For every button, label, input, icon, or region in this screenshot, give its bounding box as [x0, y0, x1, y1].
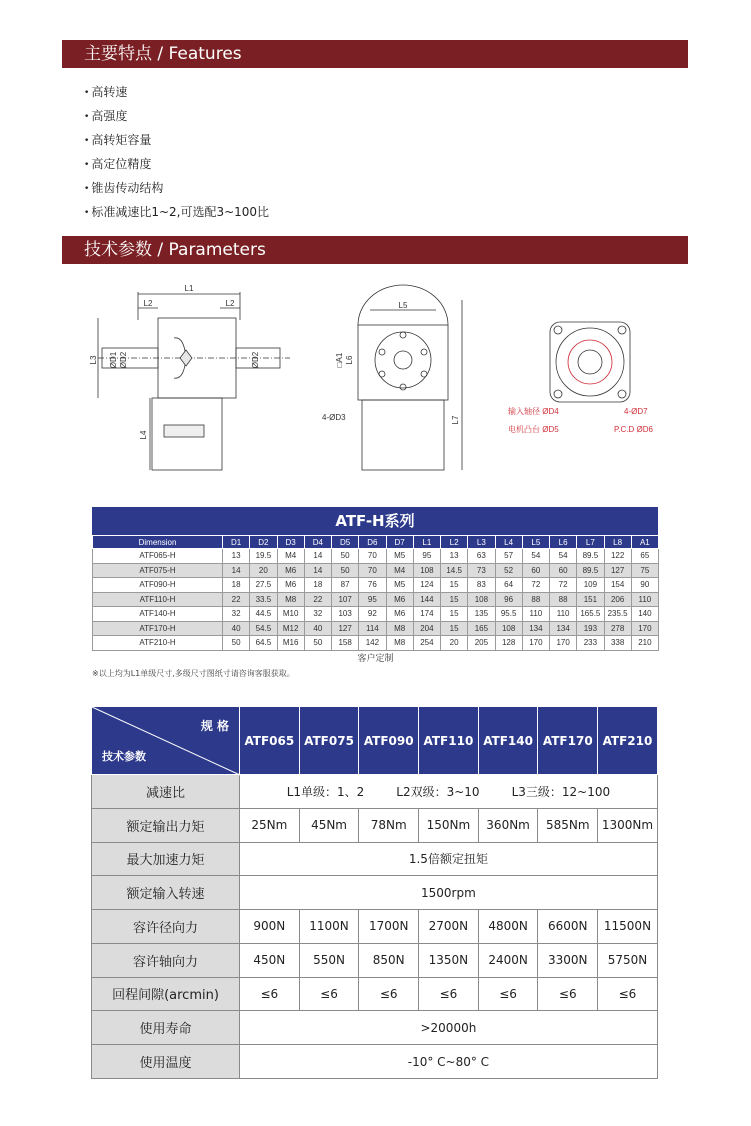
dimension-value-cell: 278	[604, 621, 631, 636]
ratio-stage: L3三级：12~100	[511, 784, 611, 799]
dimension-model-cell: ATF090-H	[93, 578, 223, 593]
tech-merged-cell: 1500rpm	[240, 876, 658, 910]
dim-A1: □A1	[335, 352, 344, 368]
dimension-value-cell: 95	[413, 549, 440, 564]
dimension-value-cell: 165.5	[577, 607, 604, 622]
dimension-value-cell: 15	[441, 578, 468, 593]
dimension-value-cell: M4	[277, 549, 304, 564]
tech-row	[92, 1011, 658, 1045]
dimension-body	[93, 549, 659, 664]
tech-value-cell: 25Nm	[240, 808, 300, 842]
dimension-value-cell: 338	[604, 636, 631, 651]
dimension-value-cell: 108	[413, 563, 440, 578]
dimension-table-block	[92, 507, 658, 664]
tech-merged-cell: >20000h	[240, 1011, 658, 1045]
tech-merged-cell: -10° C~80° C	[240, 1045, 658, 1079]
dimension-value-cell: 75	[631, 563, 658, 578]
tech-row-label: 额定输出力矩	[92, 808, 240, 842]
dim-L7: L7	[451, 415, 460, 425]
model-header: ATF075	[299, 707, 359, 775]
dimension-value-cell: 19.5	[250, 549, 277, 564]
tech-row-label: 使用寿命	[92, 1011, 240, 1045]
tech-value-cell: 1700N	[359, 910, 419, 944]
dimension-column-header: L7	[577, 536, 604, 549]
dimension-value-cell: 88	[550, 592, 577, 607]
dimension-value-cell: 170	[631, 621, 658, 636]
dimension-value-cell: 254	[413, 636, 440, 651]
tech-value-cell: 1350N	[419, 943, 479, 977]
dim-L3: L3	[89, 355, 98, 365]
tech-value-cell: ≤6	[240, 977, 300, 1011]
dimension-column-header: D7	[386, 536, 413, 549]
dimension-value-cell: 151	[577, 592, 604, 607]
dim-D4: 输入轴径 ØD4	[508, 407, 559, 416]
dimension-value-cell: 63	[468, 549, 495, 564]
dim-L2-left: L2	[143, 299, 153, 308]
dimension-value-cell: M6	[277, 563, 304, 578]
dimension-value-cell: 13	[223, 549, 250, 564]
dimension-column-header: D4	[304, 536, 331, 549]
dimension-value-cell: M6	[386, 592, 413, 607]
dimension-value-cell: 15	[441, 607, 468, 622]
dimension-value-cell: M5	[386, 578, 413, 593]
dimension-value-cell: 134	[522, 621, 549, 636]
tech-row	[92, 910, 658, 944]
tech-value-cell: ≤6	[538, 977, 598, 1011]
ratio-cell	[240, 775, 658, 809]
dimension-column-header: L6	[550, 536, 577, 549]
dimension-model-cell: ATF075-H	[93, 563, 223, 578]
dimension-value-cell: 76	[359, 578, 386, 593]
dimension-value-cell: 40	[223, 621, 250, 636]
dimension-value-cell: 22	[223, 592, 250, 607]
dimension-value-cell: 70	[359, 563, 386, 578]
dimension-header-row	[93, 536, 659, 549]
dimension-model-cell: ATF140-H	[93, 607, 223, 622]
dimension-value-cell: 96	[495, 592, 522, 607]
dimension-model-cell: ATF065-H	[93, 549, 223, 564]
corner-spec-label: 规 格	[200, 719, 229, 733]
dimension-value-cell: 103	[332, 607, 359, 622]
dim-D5: 电机凸台 ØD5	[508, 425, 559, 434]
dimension-value-cell: 64.5	[250, 636, 277, 651]
dimension-value-cell: 107	[332, 592, 359, 607]
dimension-column-header: L4	[495, 536, 522, 549]
dim-L2-right: L2	[225, 299, 235, 308]
dim-L1: L1	[184, 284, 194, 293]
feature-item: • 高定位精度	[84, 156, 269, 180]
dimension-value-cell: 22	[304, 592, 331, 607]
tech-row-label: 容许轴向力	[92, 943, 240, 977]
dimension-value-cell: 128	[495, 636, 522, 651]
dimension-value-cell: 18	[223, 578, 250, 593]
dimension-column-header: D2	[250, 536, 277, 549]
dimension-column-header: L1	[413, 536, 440, 549]
custom-note: 客户定制	[357, 652, 394, 663]
tech-row-label: 回程间隙(arcmin)	[92, 977, 240, 1011]
dim-D6: P.C.D ØD6	[614, 425, 653, 434]
dimension-value-cell: 87	[332, 578, 359, 593]
feature-item: • 高强度	[84, 108, 269, 132]
params-section-title: 技术参数 / Parameters	[84, 240, 266, 260]
tech-value-cell: ≤6	[478, 977, 538, 1011]
custom-note-row	[93, 650, 659, 664]
dimension-value-cell: 40	[304, 621, 331, 636]
dimension-value-cell: 110	[631, 592, 658, 607]
dimension-value-cell: 158	[332, 636, 359, 651]
dimension-value-cell: 127	[332, 621, 359, 636]
dimension-row	[93, 607, 659, 622]
dim-L6: L6	[345, 355, 354, 365]
dimension-model-cell: ATF170-H	[93, 621, 223, 636]
dimension-value-cell: 20	[250, 563, 277, 578]
dimension-value-cell: 32	[223, 607, 250, 622]
dimension-value-cell: 65	[631, 549, 658, 564]
tech-params-table	[91, 706, 658, 1079]
dimension-value-cell: 73	[468, 563, 495, 578]
dimension-row	[93, 578, 659, 593]
tech-value-cell: 550N	[299, 943, 359, 977]
dimension-row	[93, 549, 659, 564]
corner-param-label: 技术参数	[102, 750, 146, 763]
dimension-value-cell: M6	[386, 607, 413, 622]
tech-value-cell: 1300Nm	[598, 808, 658, 842]
tech-value-cell: 78Nm	[359, 808, 419, 842]
dimension-value-cell: 32	[304, 607, 331, 622]
tech-row	[92, 808, 658, 842]
dimension-model-cell: ATF210-H	[93, 636, 223, 651]
dimension-table-title: ATF-H系列	[92, 507, 658, 535]
tech-value-cell: 585Nm	[538, 808, 598, 842]
dimension-value-cell: 95.5	[495, 607, 522, 622]
dimension-value-cell: 70	[359, 549, 386, 564]
dimension-row	[93, 636, 659, 651]
dimension-value-cell: 44.5	[250, 607, 277, 622]
dimension-value-cell: M16	[277, 636, 304, 651]
ratio-stage: L2双级：3~10	[396, 784, 480, 799]
dimension-value-cell: M6	[277, 578, 304, 593]
dim-L5: L5	[398, 301, 408, 310]
dimension-value-cell: M4	[386, 563, 413, 578]
feature-item: • 高转速	[84, 84, 269, 108]
dimension-model-cell: ATF110-H	[93, 592, 223, 607]
tech-row	[92, 842, 658, 876]
dimension-value-cell: 170	[522, 636, 549, 651]
tech-value-cell: 6600N	[538, 910, 598, 944]
dimension-value-cell: M8	[386, 636, 413, 651]
dimension-footnote: ※以上均为L1单级尺寸,多级尺寸图纸寸请咨询客服获取。	[92, 669, 295, 678]
dimension-column-header: D1	[223, 536, 250, 549]
dimension-value-cell: 88	[522, 592, 549, 607]
dimension-value-cell: 233	[577, 636, 604, 651]
tech-value-cell: 5750N	[598, 943, 658, 977]
model-header: ATF170	[538, 707, 598, 775]
dimension-row	[93, 563, 659, 578]
dim-L4: L4	[139, 430, 148, 440]
dimension-value-cell: 140	[631, 607, 658, 622]
dimension-value-cell: 127	[604, 563, 631, 578]
tech-row-label: 使用温度	[92, 1045, 240, 1079]
dimension-value-cell: 54.5	[250, 621, 277, 636]
dimension-column-header: D3	[277, 536, 304, 549]
tech-header-row	[92, 707, 658, 775]
dimension-value-cell: 165	[468, 621, 495, 636]
dimension-value-cell: 15	[441, 621, 468, 636]
dimension-value-cell: 89.5	[577, 563, 604, 578]
dimension-value-cell: M5	[386, 549, 413, 564]
tech-value-cell: 3300N	[538, 943, 598, 977]
tech-value-cell: 150Nm	[419, 808, 479, 842]
dimension-column-header: D5	[332, 536, 359, 549]
dimension-value-cell: 193	[577, 621, 604, 636]
tech-value-cell: 450N	[240, 943, 300, 977]
dimension-value-cell: 235.5	[604, 607, 631, 622]
tech-row-label: 减速比	[92, 775, 240, 809]
dimension-value-cell: 14.5	[441, 563, 468, 578]
dimension-value-cell: 95	[359, 592, 386, 607]
dimension-value-cell: 108	[468, 592, 495, 607]
dimension-column-header: L5	[522, 536, 549, 549]
tech-body	[92, 775, 658, 1079]
tech-row-label: 最大加速力矩	[92, 842, 240, 876]
dimension-value-cell: 50	[332, 549, 359, 564]
tech-value-cell: 2400N	[478, 943, 538, 977]
tech-value-cell: 2700N	[419, 910, 479, 944]
tech-value-cell: 4800N	[478, 910, 538, 944]
tech-value-cell: ≤6	[419, 977, 479, 1011]
tech-value-cell: 11500N	[598, 910, 658, 944]
tech-value-cell: 45Nm	[299, 808, 359, 842]
dimension-value-cell: 60	[550, 563, 577, 578]
tech-row	[92, 775, 658, 809]
dimension-value-cell: 144	[413, 592, 440, 607]
dimension-value-cell: 14	[223, 563, 250, 578]
tech-value-cell: 900N	[240, 910, 300, 944]
dimension-value-cell: 50	[304, 636, 331, 651]
model-header: ATF090	[359, 707, 419, 775]
dimension-value-cell: 135	[468, 607, 495, 622]
model-header: ATF110	[419, 707, 479, 775]
dimension-value-cell: 64	[495, 578, 522, 593]
dimension-value-cell: 205	[468, 636, 495, 651]
technical-drawings	[90, 280, 670, 480]
dimension-row	[93, 621, 659, 636]
dimension-value-cell: 72	[522, 578, 549, 593]
dimension-value-cell: 14	[304, 549, 331, 564]
dimension-value-cell: M8	[277, 592, 304, 607]
dimension-value-cell: 15	[441, 592, 468, 607]
dimension-value-cell: 134	[550, 621, 577, 636]
tech-row-label: 额定输入转速	[92, 876, 240, 910]
dim-D2-left: ØD2	[119, 351, 128, 369]
model-header: ATF065	[240, 707, 300, 775]
dimension-value-cell: 50	[332, 563, 359, 578]
tech-value-cell: 1100N	[299, 910, 359, 944]
dimension-value-cell: 52	[495, 563, 522, 578]
dimension-value-cell: 114	[359, 621, 386, 636]
dimension-value-cell: 154	[604, 578, 631, 593]
dimension-value-cell: 13	[441, 549, 468, 564]
dimension-value-cell: 72	[550, 578, 577, 593]
dimension-value-cell: 206	[604, 592, 631, 607]
dimension-value-cell: 142	[359, 636, 386, 651]
dimension-column-header: D6	[359, 536, 386, 549]
dimension-table	[92, 535, 659, 664]
dimension-row	[93, 592, 659, 607]
feature-item: • 锥齿传动结构	[84, 180, 269, 204]
tech-corner-header	[92, 707, 240, 775]
ratio-stage: L1单级：1、2	[286, 784, 365, 799]
front-view-drawing	[322, 285, 462, 470]
dimension-value-cell: 50	[223, 636, 250, 651]
dim-D1: ØD1	[109, 351, 118, 369]
model-header: ATF140	[478, 707, 538, 775]
dimension-column-header: L3	[468, 536, 495, 549]
dimension-value-cell: 54	[522, 549, 549, 564]
tech-value-cell: ≤6	[598, 977, 658, 1011]
side-view-drawing	[89, 284, 290, 470]
dimension-value-cell: 89.5	[577, 549, 604, 564]
dimension-value-cell: 174	[413, 607, 440, 622]
dimension-column-header: Dimension	[93, 536, 223, 549]
dim-D3: 4-ØD3	[322, 413, 346, 422]
dimension-value-cell: 18	[304, 578, 331, 593]
tech-value-cell: ≤6	[299, 977, 359, 1011]
model-header: ATF210	[598, 707, 658, 775]
tech-row	[92, 876, 658, 910]
tech-row	[92, 977, 658, 1011]
dimension-column-header: A1	[631, 536, 658, 549]
dimension-value-cell: 14	[304, 563, 331, 578]
dimension-value-cell: M10	[277, 607, 304, 622]
tech-value-cell: 360Nm	[478, 808, 538, 842]
dimension-value-cell: 110	[550, 607, 577, 622]
params-section-bar	[62, 236, 688, 264]
dimension-value-cell: 210	[631, 636, 658, 651]
dimension-value-cell: 92	[359, 607, 386, 622]
dim-D2-right: ØD2	[251, 351, 260, 369]
dimension-value-cell: 20	[441, 636, 468, 651]
dim-D7: 4-ØD7	[624, 407, 648, 416]
dimension-value-cell: 204	[413, 621, 440, 636]
dimension-value-cell: 90	[631, 578, 658, 593]
feature-item: • 高转矩容量	[84, 132, 269, 156]
dimension-value-cell: 124	[413, 578, 440, 593]
dimension-value-cell: 33.5	[250, 592, 277, 607]
dimension-value-cell: 110	[522, 607, 549, 622]
dimension-value-cell: 108	[495, 621, 522, 636]
dimension-value-cell: 54	[550, 549, 577, 564]
flange-view-drawing	[508, 322, 654, 434]
dimension-value-cell: 83	[468, 578, 495, 593]
tech-row	[92, 1045, 658, 1079]
dimension-value-cell: 170	[550, 636, 577, 651]
dimension-value-cell: 109	[577, 578, 604, 593]
tech-row-label: 容许径向力	[92, 910, 240, 944]
tech-value-cell: 850N	[359, 943, 419, 977]
features-section-bar	[62, 40, 688, 68]
dimension-value-cell: 60	[522, 563, 549, 578]
dimension-column-header: L2	[441, 536, 468, 549]
dimension-value-cell: M12	[277, 621, 304, 636]
features-section-title: 主要特点 / Features	[84, 44, 242, 64]
tech-merged-cell: 1.5倍额定扭矩	[240, 842, 658, 876]
dimension-value-cell: 27.5	[250, 578, 277, 593]
dimension-value-cell: M8	[386, 621, 413, 636]
feature-item: • 标准减速比1~2,可选配3~100比	[84, 204, 269, 228]
dimension-column-header: L8	[604, 536, 631, 549]
dimension-value-cell: 122	[604, 549, 631, 564]
feature-list	[84, 84, 269, 228]
tech-row	[92, 943, 658, 977]
tech-value-cell: ≤6	[359, 977, 419, 1011]
dimension-value-cell: 57	[495, 549, 522, 564]
